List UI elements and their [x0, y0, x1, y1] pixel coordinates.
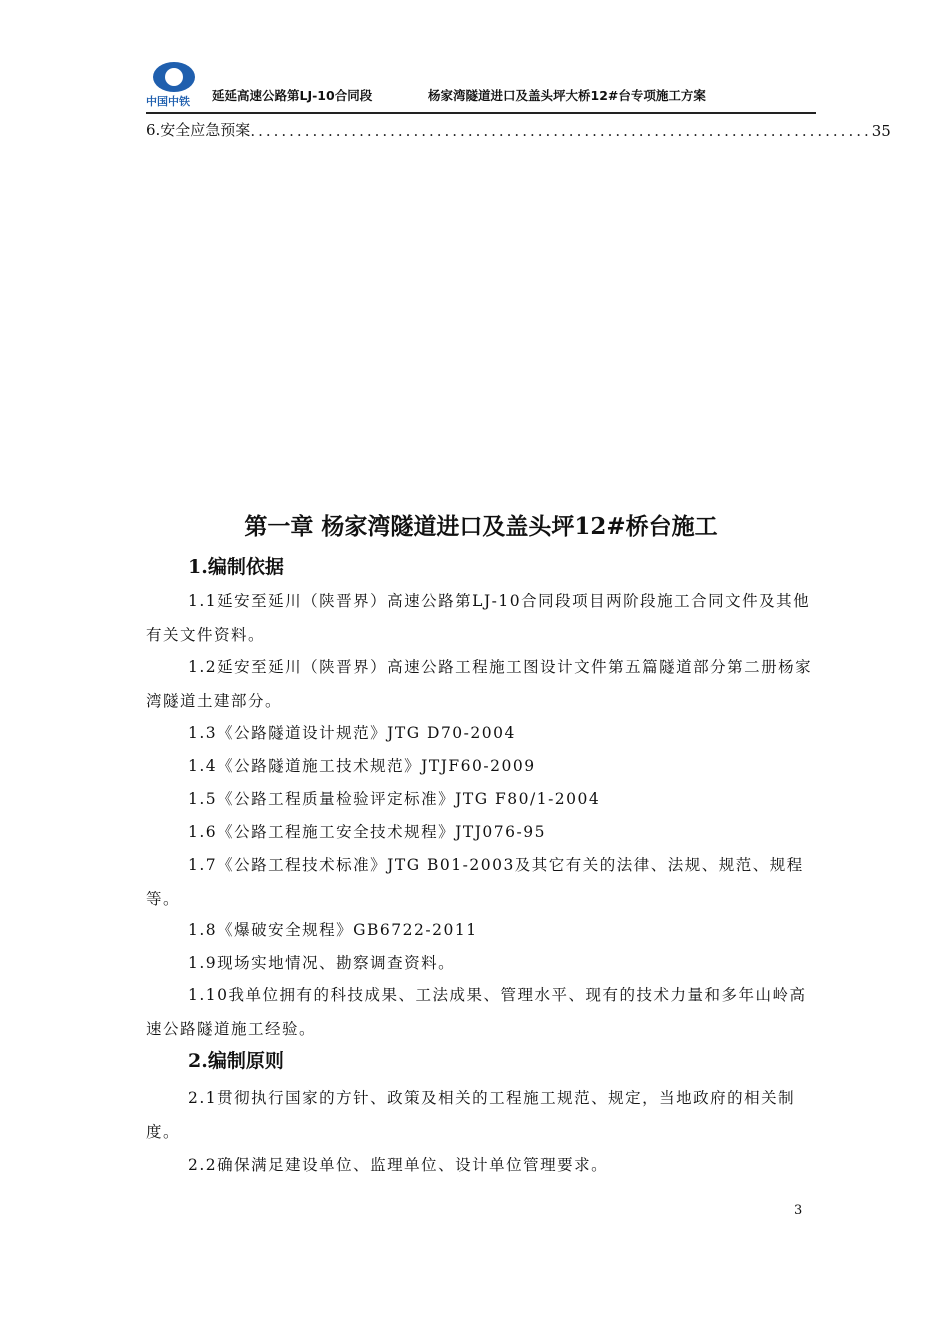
paragraph: 2.2确保满足建设单位、监理单位、设计单位管理要求。: [188, 1156, 609, 1174]
section-heading: 2.编制原则: [188, 1050, 284, 1072]
toc-entry-page: 35: [871, 122, 891, 140]
logo-text: 中国中铁: [146, 95, 190, 108]
paragraph: 1.6《公路工程施工安全技术规程》JTJ076-95: [188, 823, 546, 841]
section-heading: 1.编制依据: [188, 556, 284, 578]
page-number: 3: [794, 1203, 803, 1218]
paragraph: 1.8《爆破安全规程》GB6722-2011: [188, 921, 478, 939]
toc-entry[interactable]: [146, 116, 891, 140]
paragraph: 1.5《公路工程质量检验评定标准》JTG F80/1-2004: [188, 790, 601, 808]
paragraph: 1.1延安至延川（陕晋界）高速公路第LJ-10合同段项目两阶段施工合同文件及其他有关文件资料。: [146, 592, 811, 644]
toc-entry-label: 6.安全应急预案: [146, 121, 251, 139]
paragraph: 1.2延安至延川（陕晋界）高速公路工程施工图设计文件第五篇隧道部分第二册杨家湾隧道土建部分。: [146, 658, 813, 710]
paragraph: 1.10我单位拥有的科技成果、工法成果、管理水平、现有的技术力量和多年山岭高速公路隧道施工经验。: [146, 986, 807, 1038]
toc-leader-dots: ................................................................................: [250, 122, 872, 140]
logo-emblem-icon: [153, 62, 195, 92]
paragraph: 1.3《公路隧道设计规范》JTG D70-2004: [188, 724, 516, 742]
company-logo: [146, 62, 204, 108]
paragraph: 1.7《公路工程技术标准》JTG B01-2003及其它有关的法律、法规、规范、规程等。: [146, 856, 804, 908]
paragraph: 1.4《公路隧道施工技术规范》JTJF60-2009: [188, 757, 536, 775]
chapter-title: 第一章 杨家湾隧道进口及盖头坪12#桥台施工: [244, 513, 718, 540]
paragraph: 1.9现场实地情况、勘察调查资料。: [188, 954, 456, 972]
page-header: [146, 60, 816, 112]
header-divider: [146, 112, 816, 114]
header-document-title: 杨家湾隧道进口及盖头坪大桥12#台专项施工方案: [428, 88, 706, 103]
paragraph: 2.1贯彻执行国家的方针、政策及相关的工程施工规范、规定，当地政府的相关制度。: [146, 1089, 796, 1141]
header-project-name: 延延高速公路第LJ-10合同段: [212, 88, 373, 103]
